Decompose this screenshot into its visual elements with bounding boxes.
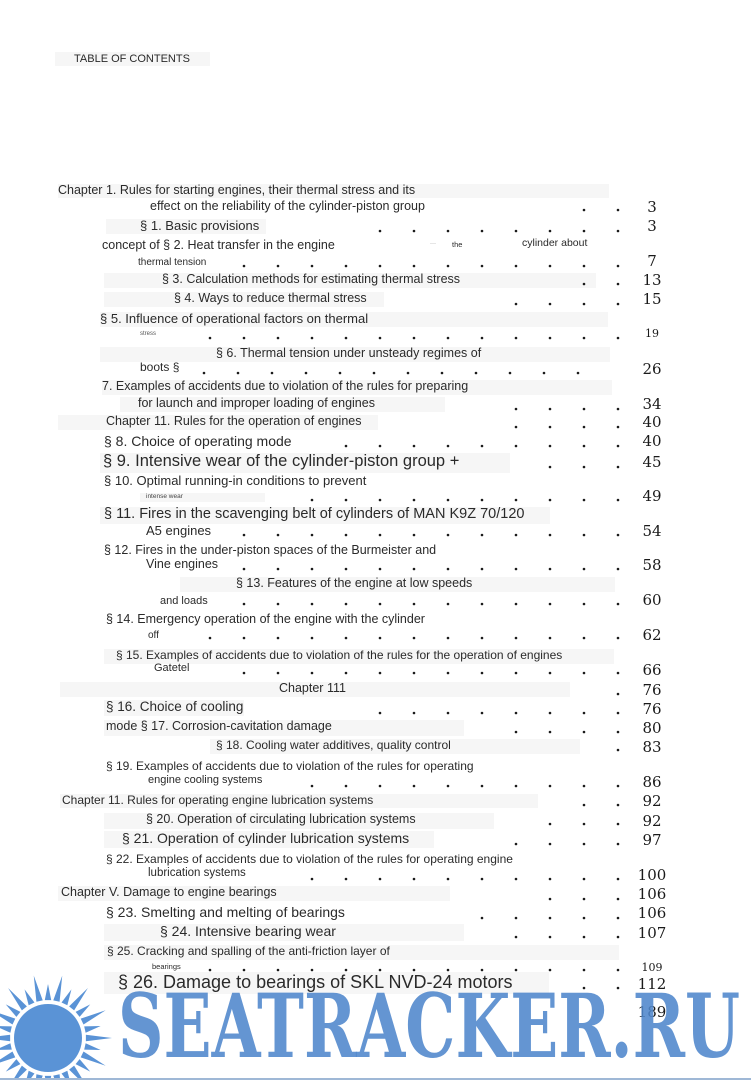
- page-number: 97: [642, 831, 662, 849]
- page-number: 92: [642, 792, 662, 810]
- dot-leader: [560, 282, 620, 286]
- sun-ray: [76, 1059, 91, 1072]
- sun-ray: [0, 1043, 12, 1050]
- dot-leader: [540, 465, 620, 469]
- sun-ray: [6, 1059, 21, 1072]
- dot-leader: [240, 567, 620, 571]
- dot-leader: [500, 407, 620, 411]
- toc-entry-section-3[interactable]: § 3. Calculation methods for estimating thermal stress: [104, 273, 596, 288]
- toc-entry-section-24[interactable]: § 24. Intensive bearing wear: [104, 924, 464, 941]
- dot-leader: [500, 425, 620, 429]
- page-number: 66: [642, 661, 662, 679]
- dot-leader: [240, 602, 620, 606]
- dot-leader: [200, 371, 580, 375]
- page-number: 40: [642, 432, 662, 450]
- dot-leader: [280, 498, 620, 502]
- dot-leader: [560, 208, 620, 212]
- page-title: TABLE OF CONTENTS: [55, 52, 210, 66]
- sun-ray: [34, 976, 43, 1002]
- toc-entry-section-7-cont[interactable]: for launch and improper loading of engines: [120, 397, 445, 412]
- page-number: 86: [642, 773, 662, 791]
- page-number: 19: [645, 327, 659, 340]
- toc-entry-section-6[interactable]: § 6. Thermal tension under unsteady regimes of: [100, 347, 610, 362]
- page-number: 26: [642, 360, 662, 378]
- toc-entry-chapter-3[interactable]: Chapter 111: [60, 682, 570, 697]
- dot-leader: [230, 533, 620, 537]
- toc-entry-chapter-1[interactable]: Chapter 1. Rules for starting engines, their thermal stress and its: [58, 184, 609, 198]
- toc-entry-section-14-cont[interactable]: off: [148, 630, 159, 641]
- toc-entry-section-6-cont[interactable]: boots §: [140, 360, 180, 374]
- sun-ray: [0, 1026, 12, 1033]
- dot-leader: [180, 336, 620, 340]
- toc-entry-section-2-cont[interactable]: thermal tension: [138, 257, 207, 268]
- page-number: 62: [642, 626, 662, 644]
- page-number: 49: [642, 487, 662, 505]
- dot-leader: [520, 822, 620, 826]
- toc-entry-section-15[interactable]: § 15. Examples of accidents due to violation of the rules for the operation of engines: [104, 649, 614, 664]
- sun-ray: [81, 1052, 106, 1066]
- page-number: 40: [642, 413, 662, 431]
- page-number: 45: [642, 453, 662, 471]
- dot-leader: [220, 671, 620, 675]
- toc-entry-section-10[interactable]: § 10. Optimal running-in conditions to prevent: [104, 473, 367, 488]
- page-number: 7: [647, 252, 657, 270]
- dot-leader: [350, 229, 620, 233]
- page-number: 76: [642, 700, 662, 718]
- toc-entry-chapter-1-cont[interactable]: effect on the reliability of the cylinder-piston group: [150, 199, 425, 213]
- toc-entry-section-11-cont[interactable]: A5 engines: [146, 523, 212, 538]
- toc-entry-section-22-cont[interactable]: lubrication systems: [148, 867, 246, 879]
- toc-entry-section-23[interactable]: § 23. Smelting and melting of bearings: [106, 904, 345, 920]
- page-number: 80: [642, 719, 662, 737]
- dot-leader: [300, 877, 620, 881]
- dot-leader: [500, 302, 620, 306]
- sun-ray: [53, 976, 62, 1002]
- toc-entry-chapter-4[interactable]: Chapter 11. Rules for operating engine lubrication systems: [60, 794, 538, 808]
- page-number: 3: [647, 198, 657, 216]
- dot-leader: [520, 897, 620, 901]
- toc-entry-section-1[interactable]: § 1. Basic provisions: [106, 219, 266, 234]
- dot-leader: [480, 935, 620, 939]
- toc-entry-section-12-cont[interactable]: Vine engines: [146, 557, 219, 571]
- toc-entry-section-14[interactable]: § 14. Emergency operation of the engine with the cylinder: [106, 612, 425, 626]
- dot-leader: [600, 692, 620, 696]
- sun-ray: [25, 989, 35, 1005]
- page-number: 107: [637, 924, 667, 942]
- dot-leader: [480, 730, 620, 734]
- toc-fragment: ···: [430, 241, 436, 247]
- watermark-text: SEATRACKER.RU: [118, 985, 740, 1065]
- page-number: 106: [637, 885, 667, 903]
- dot-leader: [180, 636, 620, 640]
- sun-ray: [84, 1026, 100, 1033]
- toc-entry-section-4[interactable]: § 4. Ways to reduce thermal stress: [104, 292, 384, 307]
- dot-leader: [470, 916, 620, 920]
- page-number: 112: [637, 975, 667, 993]
- toc-entry-chapter-2[interactable]: Chapter 11. Rules for the operation of engines: [58, 415, 378, 430]
- toc-entry-section-17[interactable]: mode § 17. Corrosion-cavitation damage: [104, 720, 464, 736]
- toc-entry-section-13-cont[interactable]: and loads: [160, 595, 208, 607]
- dot-leader: [600, 748, 620, 752]
- sun-ray: [6, 1004, 21, 1017]
- dot-leader: [370, 711, 620, 715]
- toc-entry-section-16[interactable]: § 16. Choice of cooling: [106, 699, 244, 714]
- watermark-logo: [118, 985, 743, 1065]
- toc-entry-section-10-cont[interactable]: intense wear: [140, 493, 265, 502]
- sun-ray: [0, 1035, 10, 1041]
- page-number: 60: [642, 591, 662, 609]
- page-number: 109: [641, 961, 663, 974]
- toc-entry-section-2[interactable]: concept of § 2. Heat transfer in the engine: [102, 238, 335, 252]
- toc-entry-section-13[interactable]: § 13. Features of the engine at low speeds: [180, 577, 615, 592]
- page-number: 92: [642, 812, 662, 830]
- sun-ray: [62, 989, 72, 1005]
- sun-logo-icon: [0, 960, 130, 1080]
- toc-entry-section-19[interactable]: § 19. Examples of accidents due to violation of the rules for operating: [106, 759, 474, 773]
- toc-entry-section-5[interactable]: § 5. Influence of operational factors on thermal: [100, 312, 608, 327]
- toc-entry-section-15-cont[interactable]: Gatetel: [154, 662, 190, 674]
- sun-ray: [86, 1035, 112, 1041]
- toc-entry-chapter-5[interactable]: Chapter V. Damage to engine bearings: [58, 886, 450, 901]
- toc-entry-section-22[interactable]: § 22. Examples of accidents due to violation of the rules for operating engine: [106, 852, 513, 866]
- dot-leader: [580, 803, 620, 807]
- sun-ray: [45, 984, 51, 1000]
- sun-ray: [81, 1010, 106, 1024]
- page-number: 34: [642, 395, 662, 413]
- toc-entry-section-21[interactable]: § 21. Operation of cylinder lubrication systems: [104, 831, 434, 848]
- page-number: 83: [642, 738, 662, 756]
- toc-fragment: the: [452, 240, 463, 249]
- dot-leader: [480, 842, 620, 846]
- dot-leader: [240, 264, 620, 268]
- page-number: 106: [637, 904, 667, 922]
- page-number: 54: [642, 522, 662, 540]
- toc-entry-section-18[interactable]: § 18. Cooling water additives, quality control: [210, 739, 580, 754]
- sun-ray: [76, 1004, 91, 1017]
- toc-entry-section-19-cont[interactable]: engine cooling systems: [148, 774, 263, 786]
- toc-entry-section-26[interactable]: § 26. Damage to bearings of SKL NVD-24 motors: [104, 972, 549, 994]
- toc-fragment: cylinder about: [522, 237, 588, 249]
- dot-leader: [300, 784, 620, 788]
- page-number: 3: [647, 217, 657, 235]
- toc-entry-section-7[interactable]: 7. Examples of accidents due to violation of the rules for preparing: [102, 380, 612, 395]
- page-number: 76: [642, 681, 662, 699]
- page-number: 15: [642, 290, 662, 308]
- toc-entry-section-5-cont[interactable]: stress: [140, 331, 157, 337]
- toc-entry-section-12[interactable]: § 12. Fires in the under-piston spaces of the Burmeister and: [104, 543, 437, 557]
- toc-entry-section-25[interactable]: § 25. Cracking and spalling of the anti-friction layer of: [104, 945, 619, 960]
- toc-entry-section-20[interactable]: § 20. Operation of circulating lubrication systems: [104, 813, 494, 829]
- page-number: 58: [642, 556, 662, 574]
- sun-ray: [84, 1043, 100, 1050]
- toc-entry-section-9[interactable]: § 9. Intensive wear of the cylinder-piston group +: [100, 453, 510, 473]
- page-number: 100: [637, 866, 667, 884]
- page-number: 189: [637, 1003, 667, 1021]
- toc-entry-section-8[interactable]: § 8. Choice of operating mode: [104, 433, 292, 449]
- dot-leader: [320, 444, 620, 448]
- toc-entry-section-25-cont[interactable]: bearings: [152, 962, 181, 971]
- toc-entry-section-11[interactable]: § 11. Fires in the scavenging belt of cylinders of MAN K9Z 70/120: [100, 507, 550, 524]
- page-number: 13: [642, 271, 662, 289]
